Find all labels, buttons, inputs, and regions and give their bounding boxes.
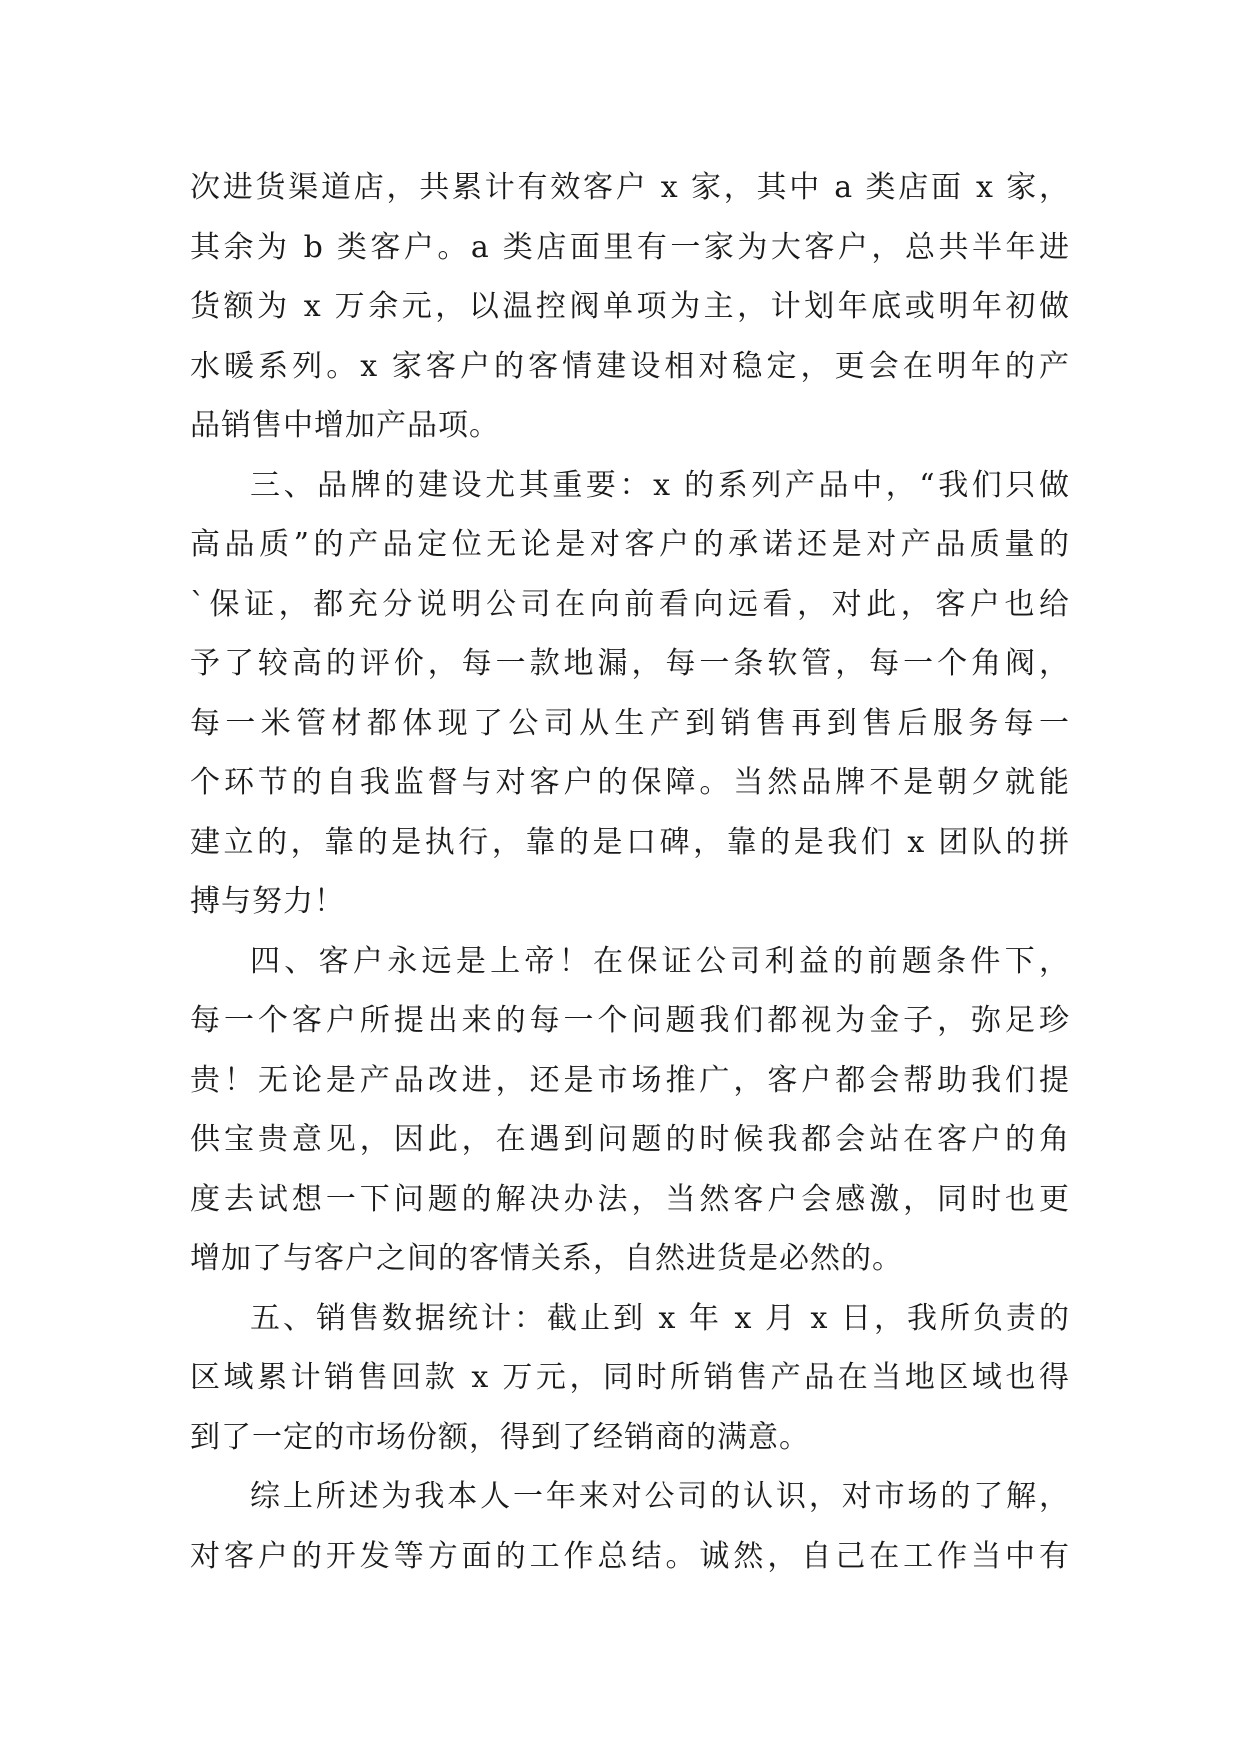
paragraph-line: 三、品牌的建设尤其重要：x 的系列产品中，“我们只做 [250, 467, 1070, 503]
paragraph-2 [190, 456, 1070, 932]
paragraph-line: 增加了与客户之间的客情关系，自然进货是必然的。 [190, 1241, 903, 1276]
paragraph-line: 供宝贵意见，因此，在遇到问题的时候我都会站在客户的角 [190, 1122, 1070, 1157]
paragraph-line: 五、销售数据统计：截止到 x 年 x 月 x 日，我所负责的 [250, 1300, 1070, 1336]
paragraph-1 [190, 158, 1070, 456]
paragraph-4 [190, 1289, 1070, 1468]
paragraph-line: 每一米管材都体现了公司从生产到销售再到售后服务每一 [190, 705, 1070, 741]
paragraph-line: 予了较高的评价，每一款地漏，每一条软管，每一个角阀， [190, 646, 1070, 681]
paragraph-line: 建立的，靠的是执行，靠的是口碑，靠的是我们 x 团队的拼 [190, 824, 1070, 860]
paragraph-line: 对客户的开发等方面的工作总结。诚然，自己在工作当中有 [190, 1538, 1070, 1574]
paragraph-line: 品销售中增加产品项。 [190, 408, 500, 443]
paragraph-line: 综上所述为我本人一年来对公司的认识，对市场的了解， [250, 1479, 1070, 1514]
paragraph-line: 个环节的自我监督与对客户的保障。当然品牌不是朝夕就能 [190, 765, 1070, 800]
paragraph-line: 货额为 x 万余元，以温控阀单项为主，计划年底或明年初做 [190, 289, 1070, 324]
paragraph-line: 高品质”的产品定位无论是对客户的承诺还是对产品质量的 [190, 527, 1070, 562]
paragraph-line: `保证，都充分说明公司在向前看向远看，对此，客户也给 [190, 586, 1070, 622]
paragraph-5 [190, 1467, 1070, 1586]
document-body [190, 158, 1070, 1586]
paragraph-3 [190, 932, 1070, 1289]
paragraph-line: 四、客户永远是上帝！在保证公司利益的前题条件下， [250, 943, 1070, 979]
paragraph-line: 到了一定的市场份额，得到了经销商的满意。 [190, 1419, 810, 1455]
paragraph-line: 每一个客户所提出来的每一个问题我们都视为金子，弥足珍 [190, 1003, 1070, 1038]
paragraph-line: 搏与努力！ [190, 884, 345, 919]
paragraph-line: 其余为 b 类客户。a 类店面里有一家为大客户，总共半年进 [190, 229, 1070, 265]
paragraph-line: 次进货渠道店，共累计有效客户 x 家，其中 a 类店面 x 家， [190, 170, 1070, 205]
paragraph-line: 度去试想一下问题的解决办法，当然客户会感激，同时也更 [190, 1181, 1070, 1217]
paragraph-line: 贵！无论是产品改进，还是市场推广，客户都会帮助我们提 [190, 1062, 1070, 1098]
paragraph-line: 水暖系列。x 家客户的客情建设相对稳定，更会在明年的产 [190, 348, 1070, 384]
paragraph-line: 区域累计销售回款 x 万元，同时所销售产品在当地区域也得 [190, 1360, 1070, 1395]
